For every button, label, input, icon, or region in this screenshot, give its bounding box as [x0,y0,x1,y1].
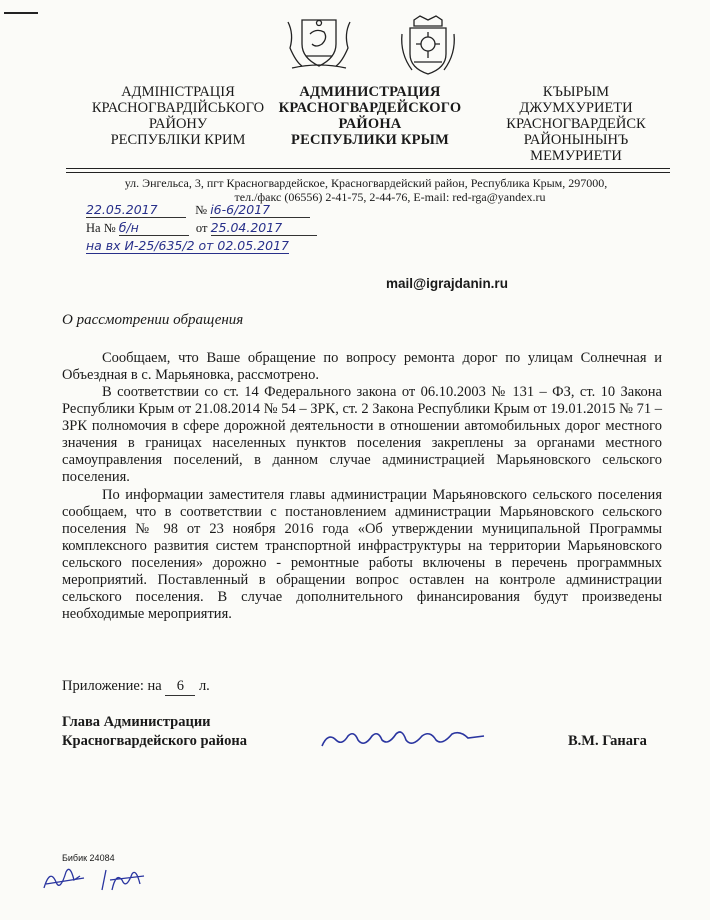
header-crimean-tatar [486,84,666,164]
header-line: ДЖУМХУРИЕТИ [519,100,633,116]
header-line: АДМІНІСТРАЦІЯ [121,84,235,100]
registration-note: на вх И-25/635/2 от 02.05.2017 [86,238,289,253]
address-line-1: ул. Энгельса, 3, пгт Красногвардейское, Красногвардейский район, Республика Крым, 297000, [124,176,608,190]
reference-date: 25.04.2017 [211,221,317,236]
paragraph: В соответствии со ст. 14 Федерального закона от 06.10.2003 № 131 – ФЗ, ст. 10 Закона Республики Крым от 21.08.2014 № 54 – ЗРК, ст. 2 Закона Республики Крым от 19.01.2015 № 71 – ЗРК полномочия в сфере дорожной деятельности в отношении автомобильных дорог местного значения в границах населенных пунктов поселения закреплены за органами местного самоуправления поселений, в данном случае администрацией Марьяновского сельского поселения. [62,384,662,485]
corner-mark [4,12,38,14]
signatory-title-line: Глава Администрации [62,714,211,730]
signatory-title-line: Красногвардейского района [62,733,248,749]
registration-line-2 [86,221,317,236]
paragraph: Сообщаем, что Ваше обращение по вопросу ремонта дорог по улицам Солнечная и Объездная в с. Марьяновка, рассмотрено. [62,350,662,383]
header-line: КРАСНОГВАРДЕЙСКОГО [278,100,462,116]
header-line: КРАСНОГВАРДІЙСЬКОГО [91,100,265,116]
letter-body [62,350,662,623]
header-line: РАЙОНЫНЫНЪ [523,132,629,148]
number-label: № [195,203,208,217]
recipient-email: mail@igrajdanin.ru [386,276,508,291]
header-ukrainian [78,84,278,148]
header-line: РАЙОНА [338,116,402,132]
header-line: РАЙОНУ [148,116,208,132]
paragraph: По информации заместителя главы администрации Марьяновского сельского поселения сообщаем, что в соответствии с постановлением администрации Марьяновского сельского поселения № 98 от 23 ноября 2016 года «Об утверждении муниципальной Программы комплексного развития систем транспортной инфраструктуры на территории Марьяновского сельского поселения» дорожно - ремонтные работы включены в перечень программных мероприятий. Поставленный в обращении вопрос оставлен на контроле администрации сельского поселения. В случае дополнительного финансирования будут произведены необходимые мероприятия. [62,487,662,622]
outgoing-date: 22.05.2017 [86,203,186,218]
reference-number: б/н [119,221,189,236]
header-line: КРАСНОГВАРДЕЙСК [506,116,646,132]
header-line: РЕСПУБЛИКИ КРЫМ [291,132,449,148]
attachment-count: 6 [165,678,195,696]
registration-line-1 [86,203,310,218]
header-line: МЕМУРИЕТИ [530,148,622,164]
header-russian [270,84,470,148]
signatory-title [62,713,247,751]
from-label: от [195,221,208,235]
attachment-suffix: л. [198,678,210,694]
initials-marks [40,862,170,896]
header-divider-thin [66,172,670,173]
header-divider [66,168,670,169]
attachment-label: Приложение: на [62,678,162,694]
header-line: РЕСПУБЛІКИ КРИМ [110,132,246,148]
handwritten-signature [318,726,488,752]
subject-line: О рассмотрении обращения [62,312,244,328]
executor-note: Бибик 24084 [62,853,115,863]
signatory-name: В.М. Ганага [568,733,647,749]
header-line: КЪЫРЫМ [542,84,610,100]
reference-label: На № [86,221,116,235]
header-line: АДМИНИСТРАЦИЯ [299,84,441,100]
crimea-coat-of-arms-emblem [280,14,358,72]
outgoing-number: i6-6/2017 [210,203,310,218]
krasnogvardeysky-district-emblem [398,14,458,78]
attachment-line [62,678,210,696]
address-line-2: тел./факс (06556) 2-41-75, 2-44-76, E-mail: red-rga@yandex.ru [234,190,546,204]
